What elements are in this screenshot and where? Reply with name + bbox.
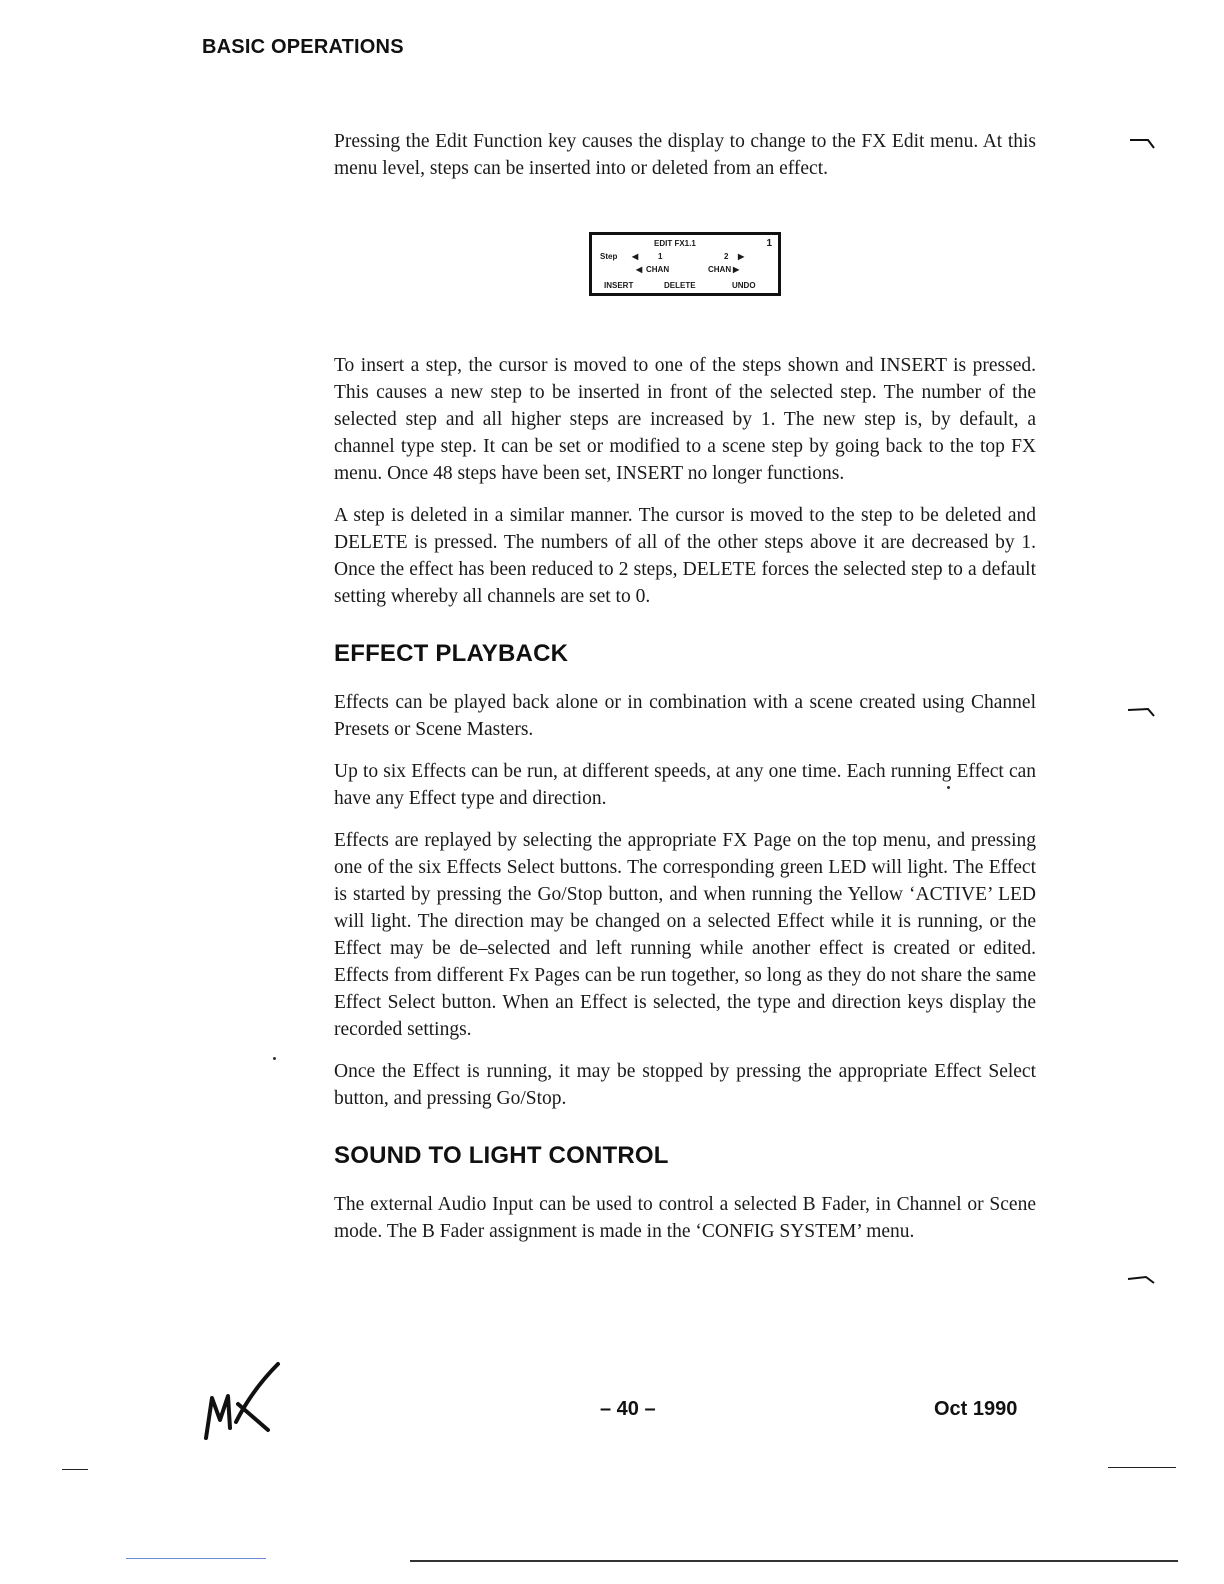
edge-rule <box>126 1558 266 1559</box>
margin-dot <box>273 1057 276 1060</box>
lcd-step-label: Step <box>600 251 618 261</box>
margin-mark <box>1128 136 1156 150</box>
margin-mark <box>1126 1271 1156 1285</box>
section-paragraph: Once the Effect is running, it may be stopped by pressing the appropriate Effect Select button, and pressing Go/Stop. <box>334 1061 1036 1109</box>
lcd-right-arrow-icon: ▶ <box>738 251 745 261</box>
lcd-insert-softkey: INSERT <box>604 280 634 290</box>
delete-step-paragraph: A step is deleted in a similar manner. The cursor is moved to the step to be deleted and DELETE is pressed. The numbers of all of the other steps above it are decreased by 1. Once the effect has been reduced to 2 steps, DELETE forces the selected step to a default setting whereby all channels are set to 0. <box>334 505 1036 607</box>
section-heading-sound-to-light: SOUND TO LIGHT CONTROL <box>334 1142 669 1169</box>
lcd-figure <box>334 232 1036 302</box>
edge-rule <box>62 1469 88 1470</box>
insert-step-paragraph: To insert a step, the cursor is moved to one of the steps shown and INSERT is pressed. This causes a new step to be inserted in front of the selected step. The number of the selected step and all higher steps are increased by 1. The new step is, by default, a channel type step. It can be set or modified to a scene step by going back to the top FX menu. Once 48 steps have been set, INSERT no longer functions. <box>334 355 1036 484</box>
lcd-chan-left-arrow-icon: ◀ <box>636 264 643 274</box>
lcd-delete-softkey: DELETE <box>664 280 696 290</box>
margin-dot <box>947 786 950 789</box>
lcd-chan-right-arrow-icon: ▶ <box>733 264 740 274</box>
lcd-chan-left: CHAN <box>646 264 670 274</box>
lcd-chan-right: CHAN <box>708 264 732 274</box>
lcd-title: EDIT FX1.1 <box>654 238 696 248</box>
section-heading-effect-playback: EFFECT PLAYBACK <box>334 640 569 667</box>
edge-rule <box>410 1560 1178 1562</box>
section-paragraph: Effects can be played back alone or in combination with a scene created using Channel Presets or Scene Masters. <box>334 692 1036 740</box>
intro-paragraph: Pressing the Edit Function key causes the display to change to the FX Edit menu. At this menu level, steps can be inserted into or deleted from an effect. <box>334 131 1036 179</box>
lcd-left-arrow-icon: ◀ <box>632 251 639 261</box>
lcd-display <box>589 232 781 296</box>
lcd-undo-softkey: UNDO <box>732 280 756 290</box>
section-paragraph: Effects are replayed by selecting the appropriate FX Page on the top menu, and pressing one of the six Effects Select buttons. The corresponding green LED will light. The Effect is started by pressing the Go/Stop button, and when running the Yellow ‘ACTIVE’ LED will light. The direction may be changed on a selected Effect while it is running, or the Effect may be de–selected and left running while another effect is created or edited. Effects from different Fx Pages can be run together, so long as they do not share the same Effect Select button. When an Effect is selected, the type and direction keys display the recorded settings. <box>334 830 1036 1040</box>
lcd-corner-indicator: 1 <box>766 237 772 249</box>
margin-mark <box>1126 704 1156 718</box>
edge-rule <box>1108 1467 1176 1468</box>
lcd-step-right: 2 <box>724 251 729 261</box>
section-paragraph: The external Audio Input can be used to control a selected B Fader, in Channel or Scene mode. The B Fader assignment is made in the ‘CONFIG SYSTEM’ menu. <box>334 1194 1036 1242</box>
page-header: BASIC OPERATIONS <box>202 36 404 58</box>
page-number: – 40 – <box>600 1398 656 1420</box>
section-paragraph: Up to six Effects can be run, at different speeds, at any one time. Each running Effect can have any Effect type and direction. <box>334 761 1036 809</box>
footer-date: Oct 1990 <box>934 1398 1018 1420</box>
lcd-step-left: 1 <box>658 251 663 261</box>
handwritten-signature <box>198 1358 288 1444</box>
page-content <box>334 128 1036 1260</box>
